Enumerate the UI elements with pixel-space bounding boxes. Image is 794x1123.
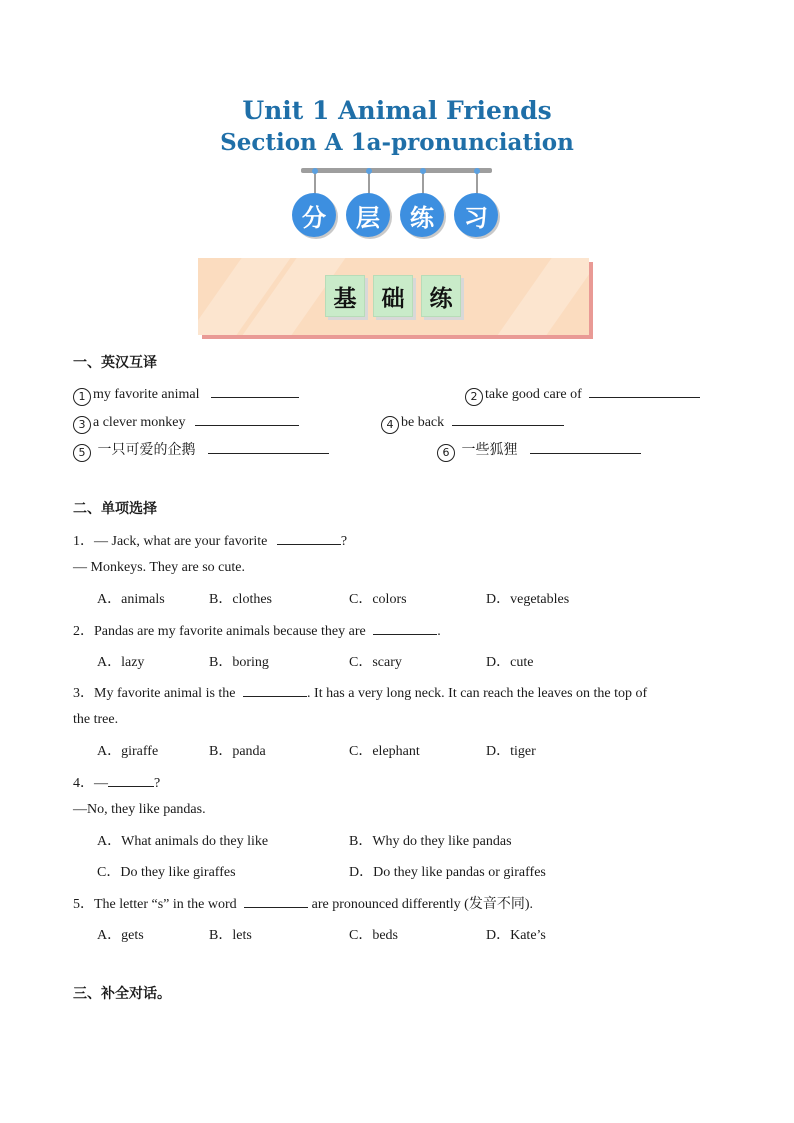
answer-blank[interactable]: [277, 530, 341, 545]
option[interactable]: C．Do they like giraffes: [97, 865, 236, 880]
section-heading: 三、补全对话。: [73, 986, 171, 1002]
option[interactable]: C．elephant: [349, 744, 420, 759]
translation-item: 1 my favorite animal: [73, 383, 299, 406]
answer-blank[interactable]: [452, 411, 564, 426]
item-number: 3: [73, 416, 91, 434]
badge-fen: 分: [292, 193, 336, 237]
badge-rail: [301, 168, 492, 173]
option[interactable]: C．colors: [349, 592, 407, 607]
answer-blank[interactable]: [373, 620, 437, 635]
option[interactable]: B．Why do they like pandas: [349, 834, 512, 849]
option[interactable]: D．vegetables: [486, 592, 570, 607]
question-reply: —No, they like pandas.: [73, 802, 206, 817]
badge-ceng: 层: [346, 193, 390, 237]
option[interactable]: B．boring: [209, 655, 269, 670]
option[interactable]: D．Kate’s: [486, 928, 546, 943]
option[interactable]: B．clothes: [209, 592, 272, 607]
translation-item: 2 take good care of: [465, 383, 700, 406]
item-number: 1: [73, 388, 91, 406]
banner-tile: 基: [325, 275, 365, 317]
option[interactable]: C．scary: [349, 655, 402, 670]
item-number: 4: [381, 416, 399, 434]
translation-item: 6 一些狐狸: [437, 439, 641, 462]
answer-blank[interactable]: [108, 772, 154, 787]
badge-lian: 练: [400, 193, 444, 237]
section-heading: 二、单项选择: [73, 501, 157, 517]
answer-blank[interactable]: [195, 411, 299, 426]
option[interactable]: D．tiger: [486, 744, 536, 759]
option[interactable]: A．gets: [97, 928, 144, 943]
option[interactable]: A．giraffe: [97, 744, 159, 759]
answer-blank[interactable]: [589, 383, 700, 398]
question-stem: 2．Pandas are my favorite animals because they are .: [73, 620, 441, 640]
translation-item: 5 一只可爱的企鹅: [73, 439, 329, 462]
badge-xi: 习: [454, 193, 498, 237]
item-number: 2: [465, 388, 483, 406]
option[interactable]: D．cute: [486, 655, 534, 670]
question-stem: 1．— Jack, what are your favorite ?: [73, 530, 347, 550]
option[interactable]: D．Do they like pandas or giraffes: [349, 865, 546, 880]
translation-item: 3 a clever monkey: [73, 411, 299, 434]
banner-tile: 础: [373, 275, 413, 317]
option[interactable]: C．beds: [349, 928, 398, 943]
option[interactable]: A．lazy: [97, 655, 145, 670]
option[interactable]: A．animals: [97, 592, 165, 607]
option[interactable]: A．What animals do they like: [97, 834, 269, 849]
question-reply: — Monkeys. They are so cute.: [73, 560, 245, 575]
answer-blank[interactable]: [530, 439, 641, 454]
answer-blank[interactable]: [208, 439, 329, 454]
question-stem-cont: the tree.: [73, 712, 119, 727]
option[interactable]: B．panda: [209, 744, 266, 759]
question-stem: 5．The letter “s” in the word are pronounced differently (发音不同).: [73, 893, 533, 913]
page-subtitle: Section A 1a-pronunciation: [220, 129, 574, 156]
answer-blank[interactable]: [244, 893, 308, 908]
question-stem: 4．— ?: [73, 772, 160, 792]
question-stem: 3．My favorite animal is the . It has a very long neck. It can reach the leaves on the top of: [73, 682, 647, 702]
answer-blank[interactable]: [211, 383, 299, 398]
answer-blank[interactable]: [243, 682, 307, 697]
translation-item: 4 be back: [381, 411, 564, 434]
page-title: Unit 1 Animal Friends: [242, 96, 552, 125]
option[interactable]: B．lets: [209, 928, 252, 943]
item-number: 5: [73, 444, 91, 462]
item-number: 6: [437, 444, 455, 462]
section-heading: 一、英汉互译: [73, 355, 157, 371]
banner-tile: 练: [421, 275, 461, 317]
